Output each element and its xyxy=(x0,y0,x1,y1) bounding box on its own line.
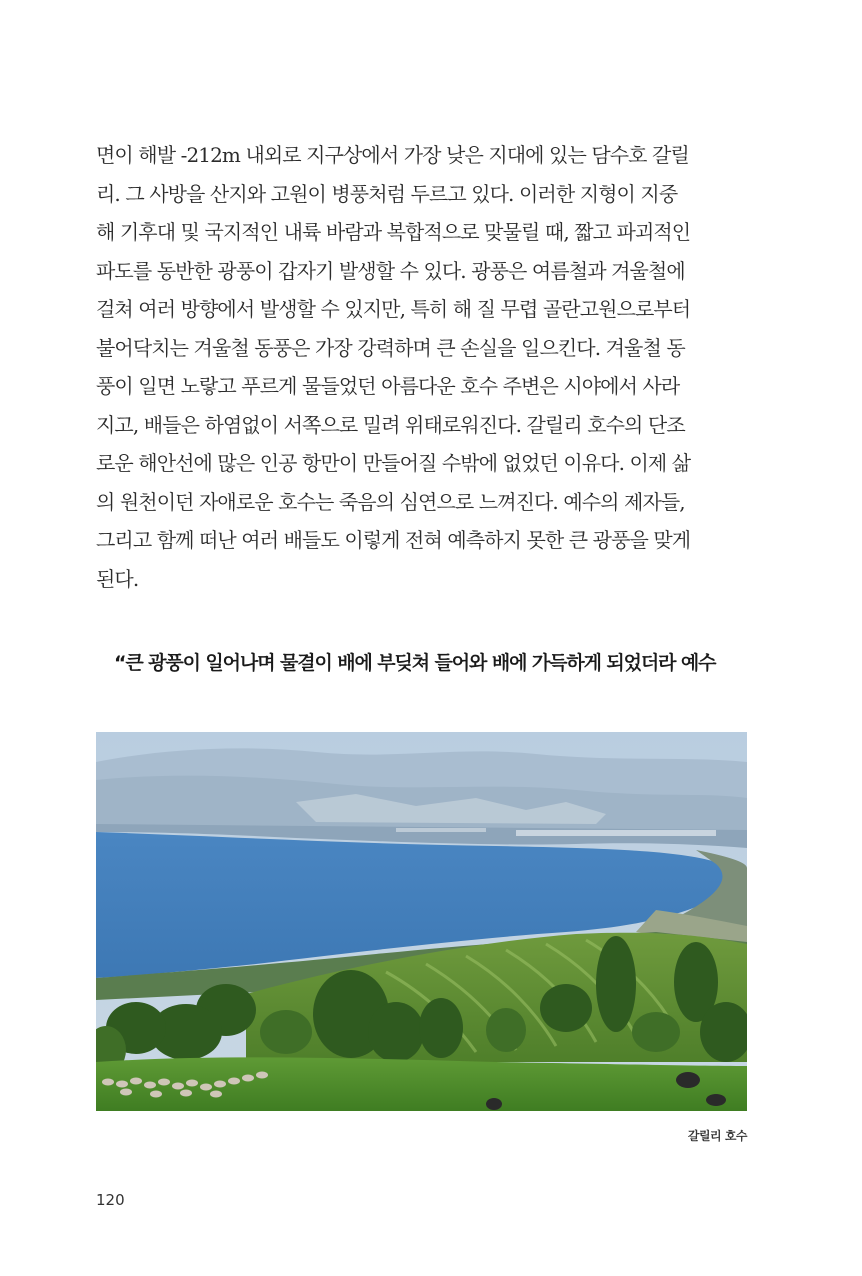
page-number: 120 xyxy=(96,1191,125,1209)
body-line: 의 원천이던 자애로운 호수는 죽음의 심연으로 느껴진다. 예수의 제자들, xyxy=(96,489,685,514)
body-line: 로운 해안선에 많은 인공 항만이 만들어질 수밖에 없었던 이유다. 이제 삶 xyxy=(96,451,691,475)
body-line: 그리고 함께 떠난 여러 배들도 이렇게 전혀 예측하지 못한 큰 광풍을 맞게 xyxy=(96,528,691,552)
body-line: 지고, 배들은 하염없이 서쪽으로 밀려 위태로워진다. 갈릴리 호수의 단조 xyxy=(96,412,685,437)
body-line: 된다. xyxy=(96,566,139,591)
bible-quote: “큰 광풍이 일어나며 물결이 배에 부딪쳐 들어와 배에 가득하게 되었더라 예수 xyxy=(114,652,716,674)
body-text xyxy=(96,136,748,598)
photo-caption: 갈릴리 호수 xyxy=(687,1129,747,1143)
body-line: 파도를 동반한 광풍이 갑자기 발생할 수 있다. 광풍은 여름철과 겨울철에 xyxy=(96,258,685,283)
lake-photo xyxy=(96,732,747,1111)
body-line: 불어닥치는 겨울철 동풍은 가장 강력하며 큰 손실을 일으킨다. 겨울철 동 xyxy=(96,335,685,360)
body-line: 풍이 일면 노랗고 푸르게 물들었던 아름다운 호수 주변은 시야에서 사라 xyxy=(96,374,680,398)
body-line: 리. 그 사방을 산지와 고원이 병풍처럼 두르고 있다. 이러한 지형이 지중 xyxy=(96,181,678,206)
body-line: 해 기후대 및 국지적인 내륙 바람과 복합적으로 맞물릴 때, 짧고 파괴적인 xyxy=(96,220,691,244)
body-line: 걸쳐 여러 방향에서 발생할 수 있지만, 특히 해 질 무렵 골란고원으로부터 xyxy=(96,297,691,321)
body-line: 면이 해발 -212m 내외로 지구상에서 가장 낮은 지대에 있는 담수호 갈릴 xyxy=(96,143,689,167)
